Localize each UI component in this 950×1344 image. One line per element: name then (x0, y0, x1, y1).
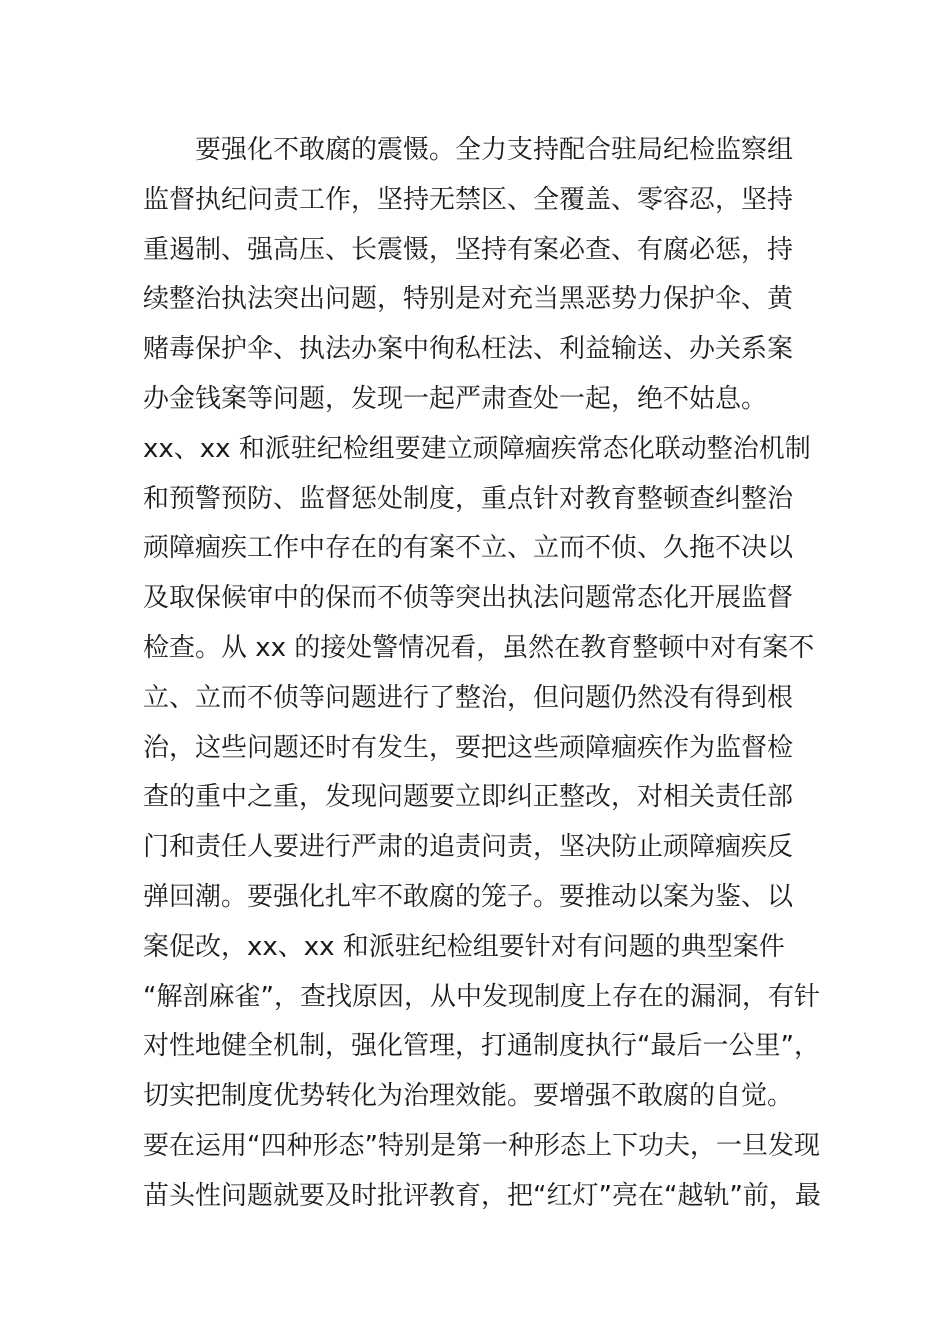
text-line: 重遏制、强高压、长震慑，坚持有案必查、有腐必惩，持 (143, 234, 794, 265)
text-line: 要强化不敢腐的震慑。全力支持配合驻局纪检监察组 (195, 135, 794, 165)
text-line: 门和责任人要进行严肃的追责问责，坚决防止顽障痼疾反 (143, 832, 794, 863)
text-line: 苗头性问题就要及时批评教育，把“红灯”亮在“越轨”前，最 (143, 1180, 821, 1211)
text-line: “解剖麻雀”，查找原因，从中发现制度上存在的漏洞，有针 (143, 981, 820, 1012)
text-line: 立、立而不侦等问题进行了整治，但问题仍然没有得到根 (143, 682, 794, 713)
text-line: 对性地健全机制，强化管理，打通制度执行“最后一公里”， (143, 1031, 820, 1062)
text-line: xx、xx 和派驻纪检组要建立顽障痼疾常态化联动整治机制 (143, 433, 811, 464)
text-line: 续整治执法突出问题，特别是对充当黑恶势力保护伞、黄 (143, 284, 794, 315)
text-line: 切实把制度优势转化为治理效能。要增强不敢腐的自觉。 (143, 1081, 794, 1112)
text-line: 案促改，xx、xx 和派驻纪检组要针对有问题的典型案件 (143, 931, 785, 962)
text-line: 办金钱案等问题，发现一起严肃查处一起，绝不姑息。 (143, 383, 768, 414)
text-line: 顽障痼疾工作中存在的有案不立、立而不侦、久拖不决以 (143, 533, 794, 564)
text-line: 查的重中之重，发现问题要立即纠正整改，对相关责任部 (143, 782, 794, 813)
text-line: 要在运用“四种形态”特别是第一种形态上下功夫，一旦发现 (143, 1130, 820, 1161)
text-line: 及取保候审中的保而不侦等突出执法问题常态化开展监督 (143, 583, 794, 614)
text-line: 检查。从 xx 的接处警情况看，虽然在教育整顿中对有案不 (143, 632, 815, 663)
text-line: 和预警预防、监督惩处制度，重点针对教育整顿查纠整治 (143, 483, 794, 514)
text-line: 监督执纪问责工作，坚持无禁区、全覆盖、零容忍，坚持 (143, 184, 794, 215)
body-paragraph (143, 126, 823, 1222)
text-line: 弹回潮。要强化扎牢不敢腐的笼子。要推动以案为鉴、以 (143, 881, 794, 912)
text-line: 赌毒保护伞、执法办案中徇私枉法、利益输送、办关系案 (143, 334, 794, 365)
text-line: 治，这些问题还时有发生，要把这些顽障痼疾作为监督检 (143, 732, 794, 763)
